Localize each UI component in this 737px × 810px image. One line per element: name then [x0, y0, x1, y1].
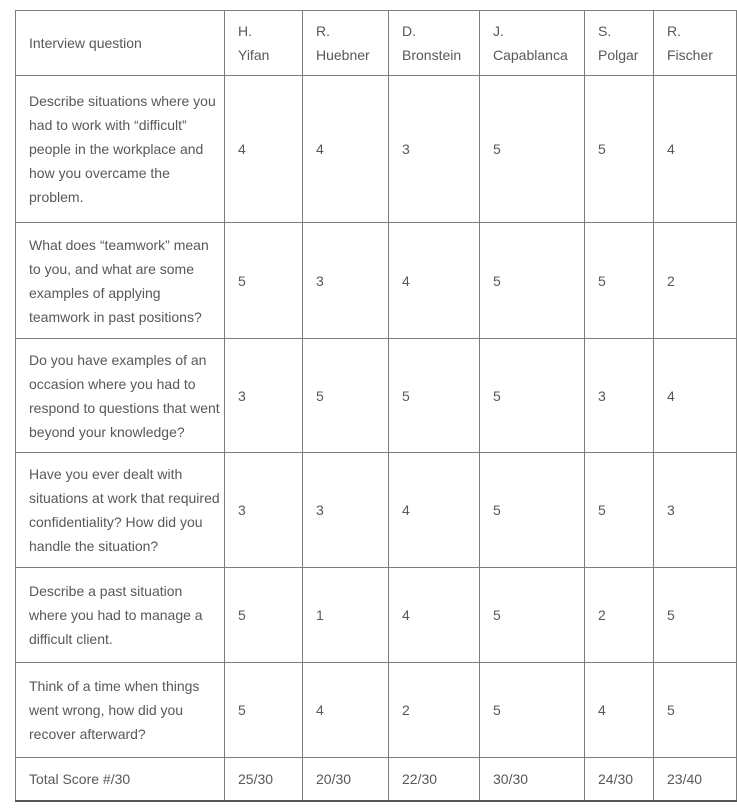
score-cell: 2: [389, 663, 480, 758]
total-score-cell: 24/30: [585, 758, 654, 801]
score-cell: 1: [303, 568, 389, 663]
score-cell: 2: [654, 223, 737, 339]
score-cell: 4: [585, 663, 654, 758]
candidate-header: [480, 11, 585, 76]
question-row: [16, 568, 737, 663]
header-row: [16, 11, 737, 76]
candidate-name: R. Huebner: [316, 23, 370, 63]
score-cell: 3: [303, 223, 389, 339]
score-cell: 5: [480, 568, 585, 663]
candidate-name: R. Fischer: [667, 23, 713, 63]
score-cell: 2: [585, 568, 654, 663]
total-score-cell: 25/30: [225, 758, 303, 801]
question-cell: Have you ever dealt with situations at work that required confidentiality? How did you handle the situation?: [16, 453, 225, 568]
question-row: [16, 76, 737, 223]
total-score-cell: 30/30: [480, 758, 585, 801]
score-cell: 5: [654, 568, 737, 663]
total-score-row: [16, 758, 737, 801]
score-cell: 5: [654, 663, 737, 758]
score-cell: 4: [389, 453, 480, 568]
score-cell: 3: [585, 339, 654, 453]
question-row: [16, 339, 737, 453]
question-cell: What does “teamwork” mean to you, and what are some examples of applying teamwork in past positions?: [16, 223, 225, 339]
candidate-name: H. Yifan: [238, 23, 270, 63]
question-cell: Describe situations where you had to work with “difficult” people in the workplace and how you overcame the problem.: [16, 76, 225, 223]
score-cell: 3: [389, 76, 480, 223]
score-cell: 3: [654, 453, 737, 568]
question-column-header: Interview question: [16, 11, 225, 76]
score-cell: 4: [303, 663, 389, 758]
score-cell: 5: [585, 453, 654, 568]
score-cell: 4: [389, 568, 480, 663]
question-cell: Do you have examples of an occasion where you had to respond to questions that went beyond your knowledge?: [16, 339, 225, 453]
total-score-cell: 22/30: [389, 758, 480, 801]
score-cell: 5: [303, 339, 389, 453]
score-cell: 3: [225, 339, 303, 453]
score-cell: 5: [585, 223, 654, 339]
question-cell: Think of a time when things went wrong, how did you recover afterward?: [16, 663, 225, 758]
score-cell: 5: [480, 663, 585, 758]
question-row: [16, 223, 737, 339]
score-cell: 4: [225, 76, 303, 223]
score-cell: 5: [480, 339, 585, 453]
question-cell: Describe a past situation where you had to manage a difficult client.: [16, 568, 225, 663]
score-cell: 5: [225, 568, 303, 663]
score-cell: 5: [225, 663, 303, 758]
total-score-label: Total Score #/30: [16, 758, 225, 801]
score-cell: 5: [225, 223, 303, 339]
total-score-cell: 20/30: [303, 758, 389, 801]
candidate-name: D. Bronstein: [402, 23, 462, 63]
candidate-name: J. Capablanca: [493, 23, 568, 63]
score-cell: 5: [480, 76, 585, 223]
score-cell: 5: [480, 223, 585, 339]
score-cell: 4: [389, 223, 480, 339]
score-cell: 4: [654, 339, 737, 453]
total-score-cell: 23/40: [654, 758, 737, 801]
score-cell: 4: [303, 76, 389, 223]
score-cell: 5: [389, 339, 480, 453]
score-cell: 5: [585, 76, 654, 223]
interview-score-table: [15, 10, 737, 802]
candidate-header: [585, 11, 654, 76]
candidate-name: S. Polgar: [598, 23, 639, 63]
candidate-header: [389, 11, 480, 76]
score-cell: 4: [654, 76, 737, 223]
score-cell: 5: [480, 453, 585, 568]
question-row: [16, 663, 737, 758]
question-row: [16, 453, 737, 568]
candidate-header: [303, 11, 389, 76]
candidate-header: [654, 11, 737, 76]
candidate-header: [225, 11, 303, 76]
score-cell: 3: [303, 453, 389, 568]
score-cell: 3: [225, 453, 303, 568]
